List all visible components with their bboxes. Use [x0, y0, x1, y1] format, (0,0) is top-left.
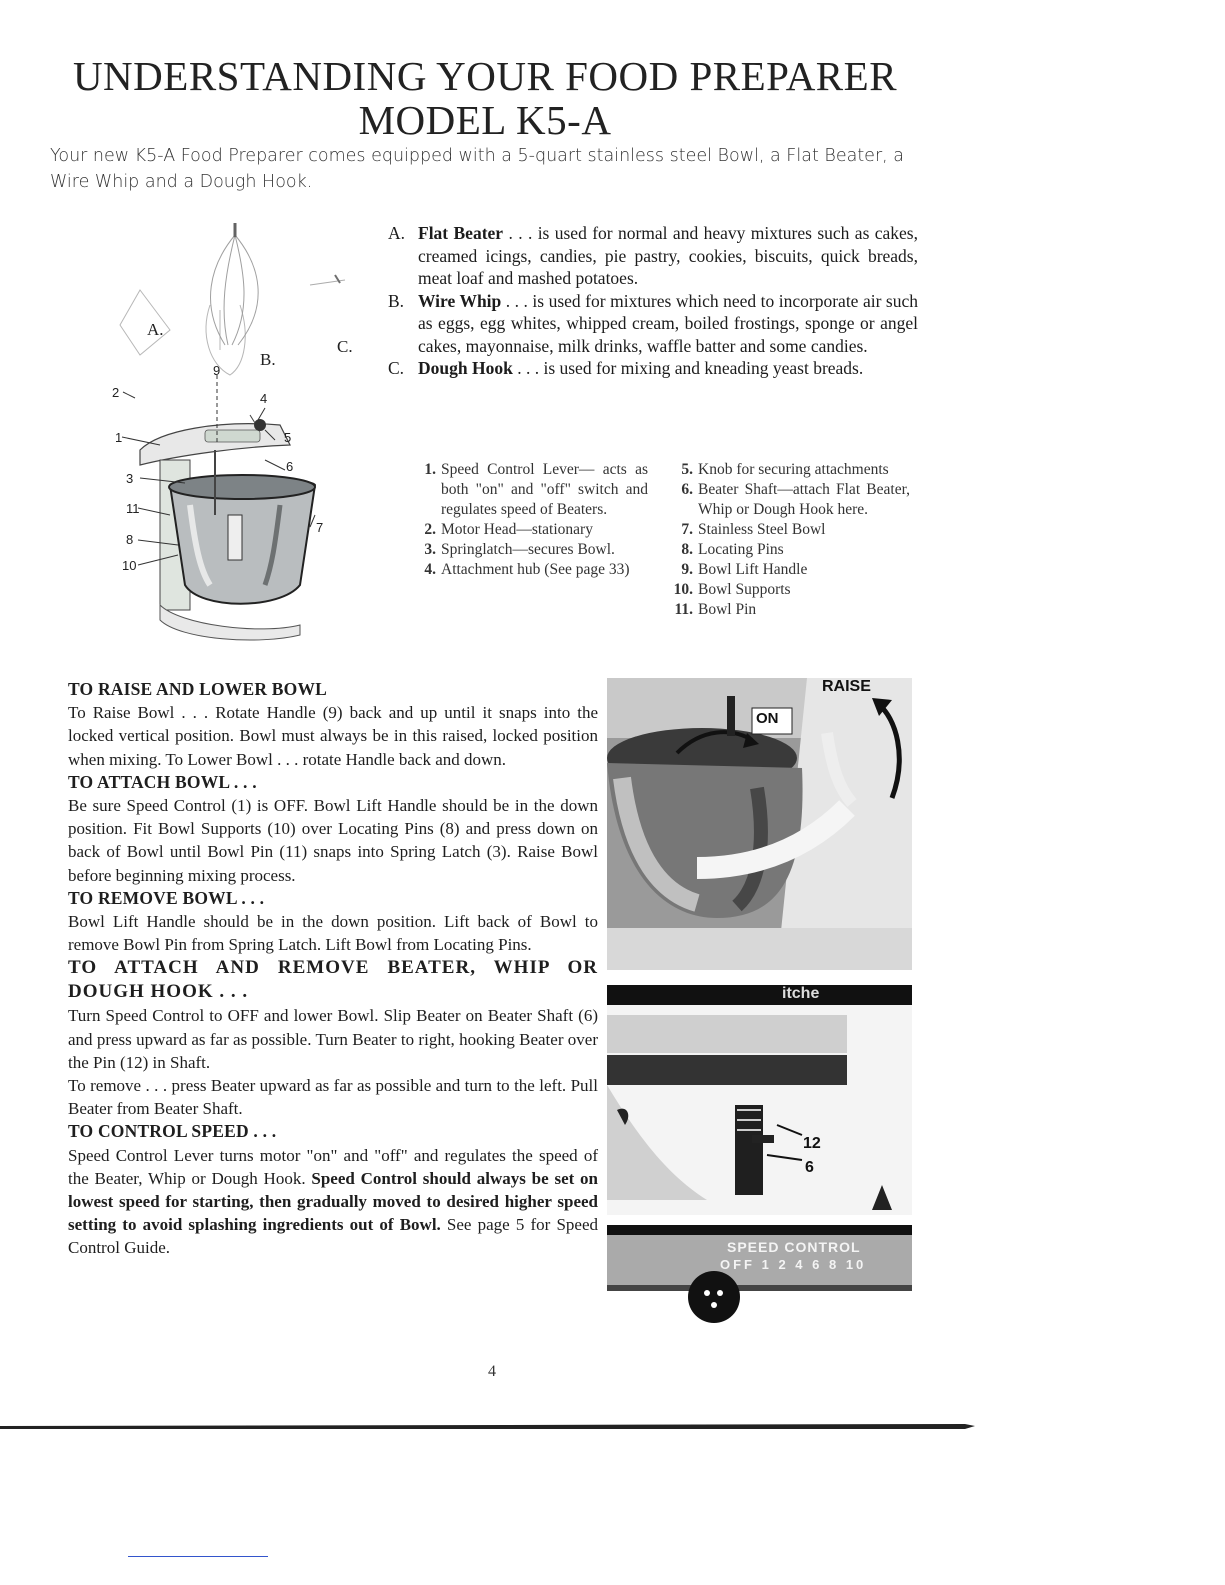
callout-2: 2 — [112, 385, 120, 400]
part-text: Motor Head—stationary — [441, 521, 593, 538]
part-text: Attachment hub (See page 33) — [441, 561, 630, 578]
attachment-text: . . . is used for mixing and kneading yeast breads. — [512, 358, 864, 378]
photo-raise-bowl — [607, 678, 912, 970]
speed-warning: Speed Control should always be set on lowest speed for starting, then gradually moved to desired higher speed setting to avoid splashing ingredients out of Bowl. — [68, 1168, 599, 1235]
raise-label: RAISE — [822, 678, 871, 695]
part-text: Beater Shaft—attach Flat Beater, Whip or Dough Hook here. — [698, 481, 910, 518]
callout-3: 3 — [126, 471, 134, 486]
attachment-item — [388, 357, 918, 380]
part-item — [408, 560, 648, 580]
part-text: Knob for securing attachments — [698, 461, 889, 478]
shaft-label: 6 — [805, 1159, 814, 1176]
callout-1: 1 — [115, 430, 123, 445]
part-item — [665, 520, 910, 540]
part-number: 2. — [424, 521, 436, 538]
part-text: Bowl Pin — [698, 601, 757, 618]
attachment-letter: C. — [388, 358, 405, 378]
attachment-text: . . . is used for mixtures which need to incorporate air such as eggs, egg whites, whipped cream, boiled frostings, sponge or angel cakes, mayonnaise, milk drinks, waffle batter and some candies. — [418, 290, 918, 356]
section-heading-raise: TO RAISE AND LOWER BOWL — [68, 679, 328, 699]
part-text: Bowl Lift Handle — [698, 561, 808, 578]
part-item — [665, 560, 910, 580]
part-number: 7. — [681, 521, 693, 538]
label-dough-hook: C. — [337, 337, 353, 356]
pin-label: 12 — [803, 1135, 821, 1152]
part-number: 5. — [681, 461, 693, 478]
photo-beater-shaft-image — [607, 985, 912, 1215]
attachment-letter: B. — [388, 290, 405, 311]
part-number: 6. — [681, 481, 693, 498]
section-text-raise: To Raise Bowl . . . Rotate Handle (9) back and up until it snaps into the locked vertical position. Bowl must always be in this raised, locked position when mixing. To Lower Bowl . . . rotate Handle back and down. — [68, 703, 598, 769]
part-text: Speed Control Lever— acts as both "on" and "off" switch and regulates speed of Beaters. — [441, 461, 648, 518]
part-number: 11. — [674, 601, 693, 618]
attachment-text: . . . is used for normal and heavy mixtures such as cakes, creamed icings, candies, pie pastry, cookies, biscuits, quick breads, meat loaf and mashed potatoes. — [418, 223, 918, 288]
callout-9: 9 — [213, 363, 221, 378]
label-wire-whip: B. — [260, 350, 276, 369]
speed-control-title: SPEED CONTROL — [727, 1239, 861, 1255]
speed-tail: See page 5 for Speed Control Guide. — [68, 1215, 598, 1258]
section-text-speed — [68, 1144, 598, 1260]
section-text-attach-bowl: Be sure Speed Control (1) is OFF. Bowl Lift Handle should be in the down position. Fit Bowl Supports (10) over Locating Pins (8) and press down on back of Bowl until Bowl Pin (11) snaps into Spring Latch (3). Raise Bowl before beginning mixing process. — [68, 796, 598, 885]
section-text-beater-remove: To remove . . . press Beater upward as far as possible and turn to the left. Pull Beater from Beater Shaft. — [68, 1076, 598, 1119]
callout-5: 5 — [284, 430, 292, 445]
section-heading-attach-bowl: TO ATTACH BOWL . . . — [68, 771, 257, 792]
part-number: 10. — [673, 581, 693, 598]
part-text: Locating Pins — [698, 541, 784, 558]
brand-fragment: itche — [782, 985, 820, 1002]
photo-beater-shaft — [607, 985, 912, 1215]
callout-8: 8 — [126, 532, 134, 547]
attachment-item — [388, 222, 918, 290]
mixer-illustration — [100, 215, 370, 655]
parts-list-right — [665, 460, 910, 620]
speed-control-scale: OFF 1 2 4 6 8 10 — [720, 1257, 867, 1272]
section-heading-remove-bowl: TO REMOVE BOWL . . . — [68, 887, 265, 908]
page-title: UNDERSTANDING YOUR FOOD PREPARER — [72, 53, 898, 99]
on-label: ON — [756, 710, 779, 727]
intro-paragraph: Your new K5-A Food Preparer comes equipped with a 5-quart stainless steel Bowl, a Flat Beater, a Wire Whip and a Dough Hook. — [50, 146, 904, 192]
part-item — [408, 520, 648, 540]
callout-4: 4 — [260, 391, 268, 406]
attachment-name: Flat Beater — [418, 223, 504, 243]
part-text: Stainless Steel Bowl — [698, 521, 826, 538]
part-item — [665, 600, 910, 620]
section-text-remove-bowl: Bowl Lift Handle should be in the down position. Lift back of Bowl to remove Bowl Pin from Spring Latch. Lift Bowl from Locating Pins. — [68, 912, 598, 955]
section-heading-beater: TO ATTACH AND REMOVE BEATER, WHIP OR DOUGH HOOK . . . — [68, 957, 598, 1003]
page-number: 4 — [488, 1363, 496, 1380]
attachment-descriptions — [388, 222, 918, 380]
footer-underline — [128, 1556, 268, 1557]
part-item — [408, 460, 648, 520]
part-item — [408, 540, 648, 560]
part-number: 3. — [424, 541, 436, 558]
photo-speed-control — [607, 1225, 912, 1325]
callout-7: 7 — [316, 520, 324, 535]
part-number: 1. — [424, 461, 436, 478]
callout-10: 10 — [122, 558, 137, 573]
label-flat-beater: A. — [147, 320, 164, 339]
speed-text: Speed Control Lever turns motor "on" and "off" and regulates the speed of the Beater, Whip or Dough Hook. — [68, 1145, 598, 1188]
instructions-column — [68, 678, 598, 1260]
part-item — [665, 580, 910, 600]
part-number: 8. — [681, 541, 693, 558]
part-number: 4. — [424, 561, 436, 578]
part-text: Springlatch—secures Bowl. — [441, 541, 615, 558]
attachment-name: Wire Whip — [418, 290, 502, 311]
section-text-beater: Turn Speed Control to OFF and lower Bowl. Slip Beater on Beater Shaft (6) and press upward as far as possible. Turn Beater to right, hooking Beater over the Pin (12) in Shaft. — [68, 1006, 598, 1072]
attachment-name: Dough Hook — [418, 358, 513, 378]
part-item — [665, 460, 910, 480]
part-number: 9. — [681, 561, 693, 578]
parts-list-left — [408, 460, 648, 580]
part-item — [665, 480, 910, 520]
scan-edge — [0, 1420, 975, 1432]
page-subtitle: MODEL K5-A — [358, 97, 612, 143]
mixer-diagram — [100, 215, 370, 655]
callout-6: 6 — [286, 459, 294, 474]
attachment-item — [388, 290, 918, 358]
part-item — [665, 540, 910, 560]
section-heading-speed: TO CONTROL SPEED . . . — [68, 1121, 277, 1142]
attachment-letter: A. — [388, 223, 406, 243]
part-text: Bowl Supports — [698, 581, 791, 598]
callout-11: 11 — [126, 501, 140, 516]
